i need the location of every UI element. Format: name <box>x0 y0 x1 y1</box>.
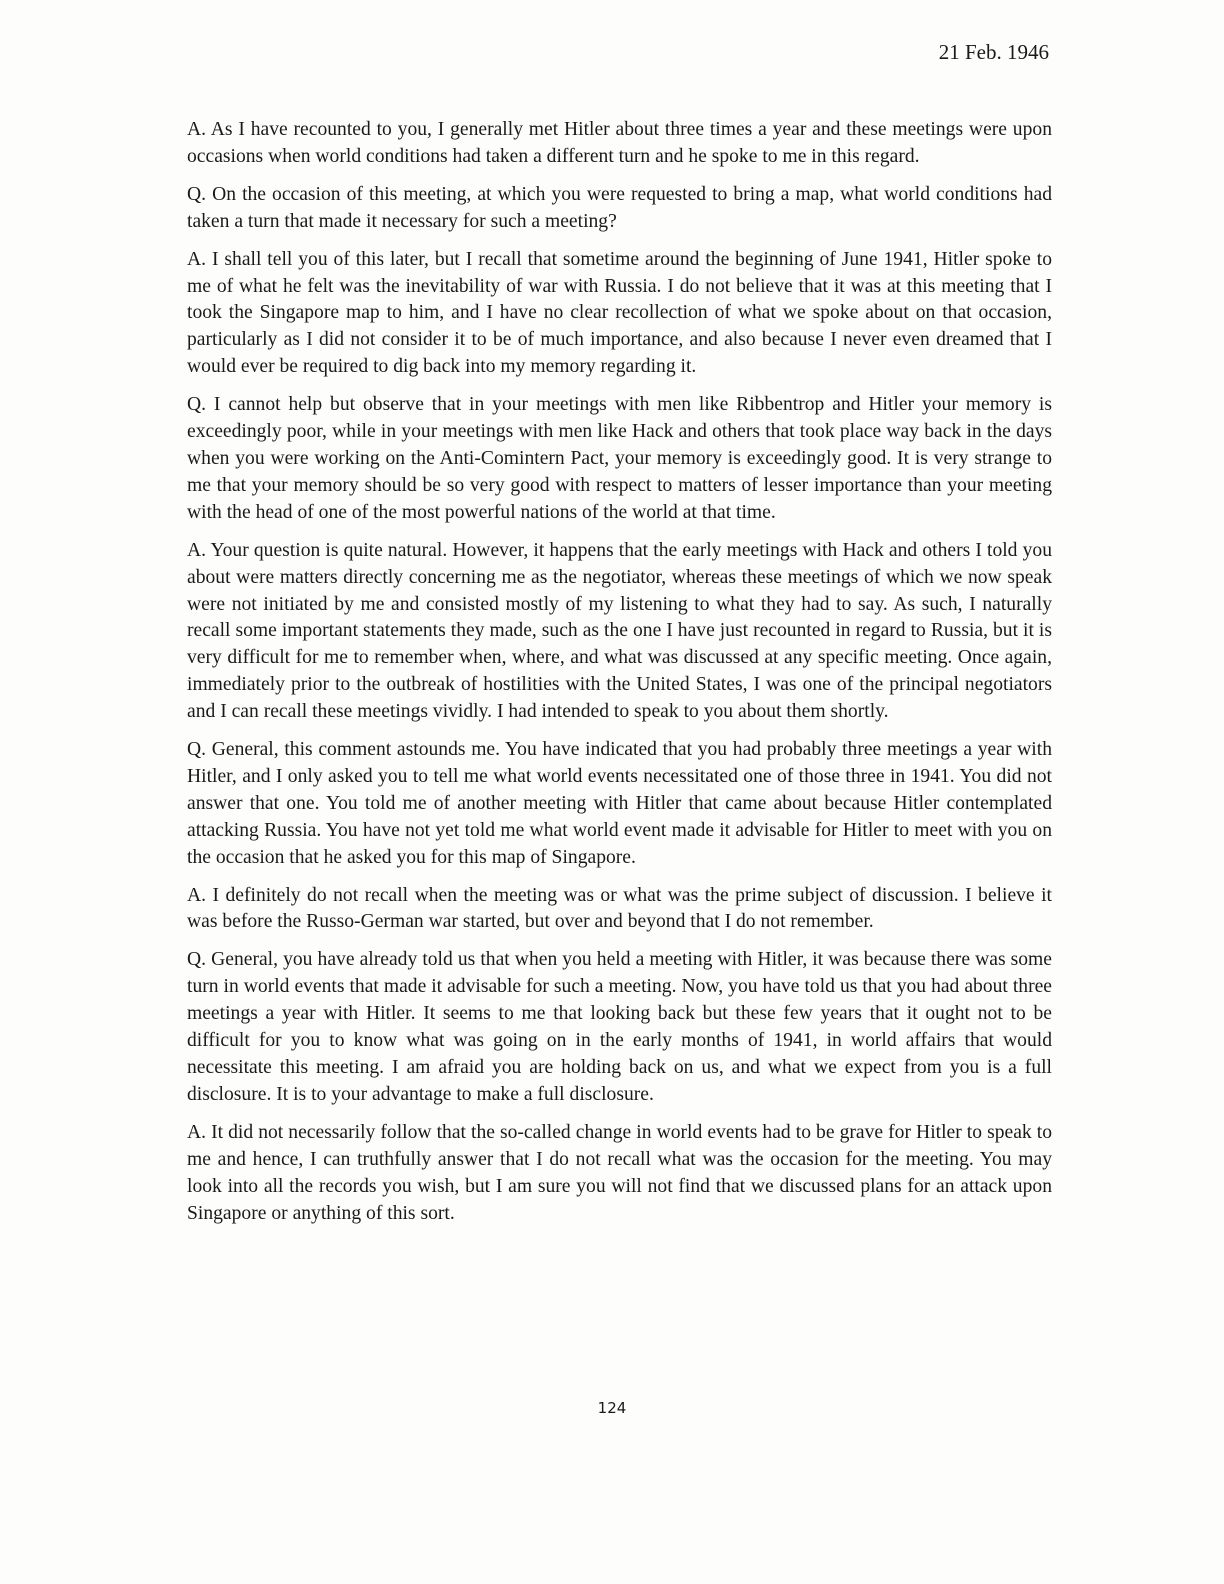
header-date: 21 Feb. 1946 <box>938 40 1049 64</box>
paragraph-answer: A. Your question is quite natural. However, it happens that the early meetings with Hack and others I told you about were matters directly concerning me as the negotiator, whereas these meetings of which we now speak were not initiated by me and consisted mostly of my listening to what they had to say. As such, I naturally recall some important statements they made, such as the one I have just recounted in regard to Russia, but it is very difficult for me to remember when, where, and what was discussed at any specific meeting. Once again, immediately prior to the outbreak of hostilities with the United States, I was one of the principal negotiators and I can recall these meetings vividly. I had intended to speak to you about them shortly. <box>187 539 1052 723</box>
paragraph-answer: A. I definitely do not recall when the meeting was or what was the prime subject of discussion. I believe it was before the Russo-German war started, but over and beyond that I do not remember. <box>187 884 1052 933</box>
page-number: 124 <box>597 1399 627 1417</box>
paragraph-answer: A. As I have recounted to you, I generally met Hitler about three times a year and these meetings were upon occasions when world conditions had taken a different turn and he spoke to me in this regard. <box>187 119 1052 167</box>
paragraph-answer: A. It did not necessarily follow that the so-called change in world events had to be grave for Hitler to speak to me and hence, I can truthfully answer that I do not recall what was the occasion for the meeting. You may look into all the records you wish, but I am sure you will not find that we discussed plans for an attack upon Singapore or anything of this sort. <box>187 1121 1052 1224</box>
paragraph-question: Q. On the occasion of this meeting, at which you were requested to bring a map, what world conditions had taken a turn that made it necessary for such a meeting? <box>187 183 1052 232</box>
paragraph-answer: A. I shall tell you of this later, but I recall that sometime around the beginning of June 1941, Hitler spoke to me of what he felt was the inevitability of war with Russia. I do not believe that it was at this meeting that I took the Singapore map to him, and I have no clear recollection of what we spoke about on that occasion, particularly as I did not consider it to be of much importance, and also because I never even dreamed that I would ever be required to dig back into my memory regarding it. <box>187 248 1052 378</box>
paragraph-question: Q. General, you have already told us that when you held a meeting with Hitler, it was because there was some turn in world events that made it advisable for such a meeting. Now, you have told us that you had about three meetings a year with Hitler. It seems to me that looking back but these few years that it ought not to be difficult for you to know what was going on in the early months of 1941, in world affairs that would necessitate this meeting. I am afraid you are holding back on us, and what we expect from you is a full disclosure. It is to your advantage to make a full disclosure. <box>187 949 1052 1105</box>
document-body <box>187 117 1052 1238</box>
paragraph-question: Q. General, this comment astounds me. You have indicated that you had probably three meetings a year with Hitler, and I only asked you to tell me what world events necessitated one of those three in 1941. You did not answer that one. You told me of another meeting with Hitler that came about because Hitler contemplated attacking Russia. You have not yet told me what world event made it advisable for Hitler to meet with you on the occasion that he asked you for this map of Singapore. <box>187 739 1052 868</box>
paragraph-question: Q. I cannot help but observe that in your meetings with men like Ribbentrop and Hitler your memory is exceedingly poor, while in your meetings with men like Hack and others that took place way back in the days when you were working on the Anti-Comintern Pact, your memory is exceedingly good. It is very strange to me that your memory should be so very good with respect to matters of lesser importance than your meeting with the head of one of the most powerful nations of the world at that time. <box>187 394 1052 523</box>
